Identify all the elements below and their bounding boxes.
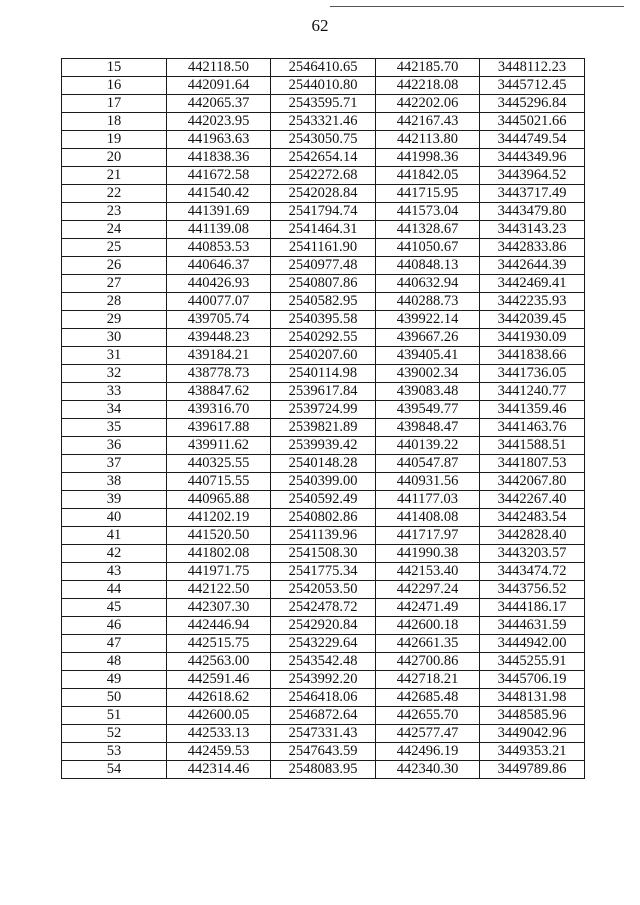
y2-cell: 3441838.66: [480, 347, 585, 365]
table-row: [62, 743, 585, 761]
y1-cell: 2543229.64: [271, 635, 376, 653]
y2-cell: 3441807.53: [480, 455, 585, 473]
table-row: [62, 131, 585, 149]
table-row: [62, 203, 585, 221]
table-row: [62, 95, 585, 113]
point-number-cell: 41: [62, 527, 167, 545]
y1-cell: 2541794.74: [271, 203, 376, 221]
page-number: 62: [311, 16, 329, 35]
point-number-cell: 42: [62, 545, 167, 563]
x2-cell: 442113.80: [376, 131, 480, 149]
x2-cell: 442600.18: [376, 617, 480, 635]
y2-cell: 3442235.93: [480, 293, 585, 311]
y1-cell: 2546872.64: [271, 707, 376, 725]
table-row: [62, 185, 585, 203]
x2-cell: 439002.34: [376, 365, 480, 383]
table-row: [62, 149, 585, 167]
x2-cell: 441177.03: [376, 491, 480, 509]
x1-cell: 441802.08: [167, 545, 271, 563]
x1-cell: 442091.64: [167, 77, 271, 95]
point-number-cell: 15: [62, 59, 167, 77]
table-row: [62, 239, 585, 257]
point-number-cell: 16: [62, 77, 167, 95]
x1-cell: 441672.58: [167, 167, 271, 185]
x2-cell: 442297.24: [376, 581, 480, 599]
point-number-cell: 35: [62, 419, 167, 437]
x1-cell: 442459.53: [167, 743, 271, 761]
table-row: [62, 617, 585, 635]
y1-cell: 2540399.00: [271, 473, 376, 491]
x1-cell: 440646.37: [167, 257, 271, 275]
x1-cell: 438778.73: [167, 365, 271, 383]
y2-cell: 3445712.45: [480, 77, 585, 95]
x2-cell: 439083.48: [376, 383, 480, 401]
point-number-cell: 17: [62, 95, 167, 113]
point-number-cell: 24: [62, 221, 167, 239]
y2-cell: 3448585.96: [480, 707, 585, 725]
x1-cell: 442618.62: [167, 689, 271, 707]
table-row: [62, 725, 585, 743]
coordinates-table: [61, 58, 585, 779]
y1-cell: 2548083.95: [271, 761, 376, 779]
x2-cell: 440931.56: [376, 473, 480, 491]
x2-cell: 442661.35: [376, 635, 480, 653]
point-number-cell: 27: [62, 275, 167, 293]
point-number-cell: 38: [62, 473, 167, 491]
point-number-cell: 29: [62, 311, 167, 329]
x1-cell: 442563.00: [167, 653, 271, 671]
y2-cell: 3443203.57: [480, 545, 585, 563]
table-row: [62, 419, 585, 437]
x1-cell: 442118.50: [167, 59, 271, 77]
y2-cell: 3442833.86: [480, 239, 585, 257]
x1-cell: 440853.53: [167, 239, 271, 257]
x2-cell: 441842.05: [376, 167, 480, 185]
y2-cell: 3448112.23: [480, 59, 585, 77]
x2-cell: 442153.40: [376, 563, 480, 581]
x1-cell: 440325.55: [167, 455, 271, 473]
point-number-cell: 44: [62, 581, 167, 599]
point-number-cell: 25: [62, 239, 167, 257]
point-number-cell: 52: [62, 725, 167, 743]
y2-cell: 3441359.46: [480, 401, 585, 419]
x2-cell: 442655.70: [376, 707, 480, 725]
point-number-cell: 40: [62, 509, 167, 527]
table-row: [62, 383, 585, 401]
y1-cell: 2542654.14: [271, 149, 376, 167]
y2-cell: 3441930.09: [480, 329, 585, 347]
y2-cell: 3442828.40: [480, 527, 585, 545]
y1-cell: 2540395.58: [271, 311, 376, 329]
y2-cell: 3443143.23: [480, 221, 585, 239]
point-number-cell: 45: [62, 599, 167, 617]
table-row: [62, 167, 585, 185]
y2-cell: 3443964.52: [480, 167, 585, 185]
y1-cell: 2540592.49: [271, 491, 376, 509]
table-row: [62, 59, 585, 77]
y2-cell: 3441588.51: [480, 437, 585, 455]
x2-cell: 439667.26: [376, 329, 480, 347]
x2-cell: 442471.49: [376, 599, 480, 617]
table-row: [62, 257, 585, 275]
table-body: [62, 59, 585, 779]
point-number-cell: 54: [62, 761, 167, 779]
y2-cell: 3442267.40: [480, 491, 585, 509]
x2-cell: 439848.47: [376, 419, 480, 437]
y2-cell: 3442469.41: [480, 275, 585, 293]
x1-cell: 442533.13: [167, 725, 271, 743]
table-row: [62, 527, 585, 545]
y1-cell: 2541139.96: [271, 527, 376, 545]
x1-cell: 438847.62: [167, 383, 271, 401]
table-row: [62, 653, 585, 671]
point-number-cell: 49: [62, 671, 167, 689]
point-number-cell: 23: [62, 203, 167, 221]
x2-cell: 442218.08: [376, 77, 480, 95]
y1-cell: 2541775.34: [271, 563, 376, 581]
point-number-cell: 48: [62, 653, 167, 671]
y2-cell: 3443756.52: [480, 581, 585, 599]
y1-cell: 2546410.65: [271, 59, 376, 77]
y2-cell: 3441736.05: [480, 365, 585, 383]
x1-cell: 439316.70: [167, 401, 271, 419]
x1-cell: 442307.30: [167, 599, 271, 617]
point-number-cell: 50: [62, 689, 167, 707]
y2-cell: 3444349.96: [480, 149, 585, 167]
x2-cell: 442700.86: [376, 653, 480, 671]
y1-cell: 2542053.50: [271, 581, 376, 599]
point-number-cell: 51: [62, 707, 167, 725]
x1-cell: 439705.74: [167, 311, 271, 329]
y1-cell: 2547643.59: [271, 743, 376, 761]
x2-cell: 440632.94: [376, 275, 480, 293]
x2-cell: 440139.22: [376, 437, 480, 455]
y2-cell: 3442644.39: [480, 257, 585, 275]
x1-cell: 439184.21: [167, 347, 271, 365]
y1-cell: 2541161.90: [271, 239, 376, 257]
table-row: [62, 509, 585, 527]
y2-cell: 3449789.86: [480, 761, 585, 779]
x2-cell: 440848.13: [376, 257, 480, 275]
x1-cell: 442065.37: [167, 95, 271, 113]
y1-cell: 2542478.72: [271, 599, 376, 617]
y1-cell: 2539724.99: [271, 401, 376, 419]
y2-cell: 3443474.72: [480, 563, 585, 581]
table-row: [62, 329, 585, 347]
x2-cell: 442718.21: [376, 671, 480, 689]
y1-cell: 2543321.46: [271, 113, 376, 131]
x1-cell: 441540.42: [167, 185, 271, 203]
y2-cell: 3444942.00: [480, 635, 585, 653]
x2-cell: 442167.43: [376, 113, 480, 131]
x2-cell: 441328.67: [376, 221, 480, 239]
point-number-cell: 34: [62, 401, 167, 419]
point-number-cell: 53: [62, 743, 167, 761]
x2-cell: 441998.36: [376, 149, 480, 167]
x1-cell: 441202.19: [167, 509, 271, 527]
y1-cell: 2540802.86: [271, 509, 376, 527]
y2-cell: 3449042.96: [480, 725, 585, 743]
x2-cell: 440547.87: [376, 455, 480, 473]
y1-cell: 2539939.42: [271, 437, 376, 455]
table-row: [62, 545, 585, 563]
table-row: [62, 455, 585, 473]
table-row: [62, 635, 585, 653]
x1-cell: 441139.08: [167, 221, 271, 239]
x1-cell: 442591.46: [167, 671, 271, 689]
x2-cell: 442340.30: [376, 761, 480, 779]
point-number-cell: 26: [62, 257, 167, 275]
x2-cell: 442202.06: [376, 95, 480, 113]
x2-cell: 442496.19: [376, 743, 480, 761]
y1-cell: 2540207.60: [271, 347, 376, 365]
x1-cell: 441963.63: [167, 131, 271, 149]
y2-cell: 3443717.49: [480, 185, 585, 203]
y1-cell: 2543050.75: [271, 131, 376, 149]
point-number-cell: 32: [62, 365, 167, 383]
x1-cell: 442446.94: [167, 617, 271, 635]
y2-cell: 3444186.17: [480, 599, 585, 617]
table-row: [62, 365, 585, 383]
x1-cell: 442023.95: [167, 113, 271, 131]
point-number-cell: 18: [62, 113, 167, 131]
table-row: [62, 113, 585, 131]
table-row: [62, 563, 585, 581]
x1-cell: 439617.88: [167, 419, 271, 437]
y2-cell: 3441240.77: [480, 383, 585, 401]
x1-cell: 440715.55: [167, 473, 271, 491]
y1-cell: 2546418.06: [271, 689, 376, 707]
x2-cell: 442577.47: [376, 725, 480, 743]
y1-cell: 2544010.80: [271, 77, 376, 95]
y2-cell: 3444631.59: [480, 617, 585, 635]
y1-cell: 2540114.98: [271, 365, 376, 383]
x1-cell: 439448.23: [167, 329, 271, 347]
y2-cell: 3442483.54: [480, 509, 585, 527]
y1-cell: 2542920.84: [271, 617, 376, 635]
y1-cell: 2543542.48: [271, 653, 376, 671]
x2-cell: 441573.04: [376, 203, 480, 221]
y1-cell: 2541508.30: [271, 545, 376, 563]
y1-cell: 2540582.95: [271, 293, 376, 311]
point-number-cell: 30: [62, 329, 167, 347]
table-row: [62, 293, 585, 311]
y2-cell: 3445296.84: [480, 95, 585, 113]
point-number-cell: 21: [62, 167, 167, 185]
table-row: [62, 275, 585, 293]
y1-cell: 2540977.48: [271, 257, 376, 275]
x1-cell: 440965.88: [167, 491, 271, 509]
top-rule: [330, 6, 624, 7]
y2-cell: 3444749.54: [480, 131, 585, 149]
y2-cell: 3449353.21: [480, 743, 585, 761]
y2-cell: 3442039.45: [480, 311, 585, 329]
x1-cell: 441838.36: [167, 149, 271, 167]
x2-cell: 441717.97: [376, 527, 480, 545]
y2-cell: 3441463.76: [480, 419, 585, 437]
x1-cell: 441520.50: [167, 527, 271, 545]
y1-cell: 2542028.84: [271, 185, 376, 203]
y2-cell: 3448131.98: [480, 689, 585, 707]
point-number-cell: 47: [62, 635, 167, 653]
point-number-cell: 31: [62, 347, 167, 365]
point-number-cell: 46: [62, 617, 167, 635]
point-number-cell: 43: [62, 563, 167, 581]
table-row: [62, 221, 585, 239]
table-row: [62, 437, 585, 455]
table-row: [62, 689, 585, 707]
table-row: [62, 77, 585, 95]
table-row: [62, 761, 585, 779]
point-number-cell: 19: [62, 131, 167, 149]
table-row: [62, 671, 585, 689]
table-row: [62, 311, 585, 329]
y1-cell: 2540292.55: [271, 329, 376, 347]
y1-cell: 2539617.84: [271, 383, 376, 401]
x1-cell: 441391.69: [167, 203, 271, 221]
point-number-cell: 33: [62, 383, 167, 401]
y1-cell: 2540807.86: [271, 275, 376, 293]
y2-cell: 3445021.66: [480, 113, 585, 131]
x2-cell: 441715.95: [376, 185, 480, 203]
x2-cell: 439549.77: [376, 401, 480, 419]
y1-cell: 2547331.43: [271, 725, 376, 743]
x2-cell: 441990.38: [376, 545, 480, 563]
x1-cell: 440426.93: [167, 275, 271, 293]
table-row: [62, 473, 585, 491]
table-row: [62, 401, 585, 419]
x2-cell: 441408.08: [376, 509, 480, 527]
x2-cell: 440288.73: [376, 293, 480, 311]
point-number-cell: 20: [62, 149, 167, 167]
x2-cell: 442185.70: [376, 59, 480, 77]
point-number-cell: 39: [62, 491, 167, 509]
y1-cell: 2542272.68: [271, 167, 376, 185]
x2-cell: 441050.67: [376, 239, 480, 257]
x1-cell: 440077.07: [167, 293, 271, 311]
table-row: [62, 347, 585, 365]
x1-cell: 442122.50: [167, 581, 271, 599]
point-number-cell: 28: [62, 293, 167, 311]
x2-cell: 439922.14: [376, 311, 480, 329]
y2-cell: 3445255.91: [480, 653, 585, 671]
x1-cell: 439911.62: [167, 437, 271, 455]
y1-cell: 2539821.89: [271, 419, 376, 437]
x1-cell: 442314.46: [167, 761, 271, 779]
point-number-cell: 37: [62, 455, 167, 473]
y2-cell: 3445706.19: [480, 671, 585, 689]
y1-cell: 2540148.28: [271, 455, 376, 473]
y2-cell: 3443479.80: [480, 203, 585, 221]
table-row: [62, 599, 585, 617]
table-row: [62, 581, 585, 599]
y1-cell: 2543595.71: [271, 95, 376, 113]
x1-cell: 442515.75: [167, 635, 271, 653]
table-row: [62, 491, 585, 509]
x2-cell: 439405.41: [376, 347, 480, 365]
point-number-cell: 22: [62, 185, 167, 203]
x1-cell: 442600.05: [167, 707, 271, 725]
y2-cell: 3442067.80: [480, 473, 585, 491]
x2-cell: 442685.48: [376, 689, 480, 707]
y1-cell: 2541464.31: [271, 221, 376, 239]
table-row: [62, 707, 585, 725]
y1-cell: 2543992.20: [271, 671, 376, 689]
x1-cell: 441971.75: [167, 563, 271, 581]
point-number-cell: 36: [62, 437, 167, 455]
